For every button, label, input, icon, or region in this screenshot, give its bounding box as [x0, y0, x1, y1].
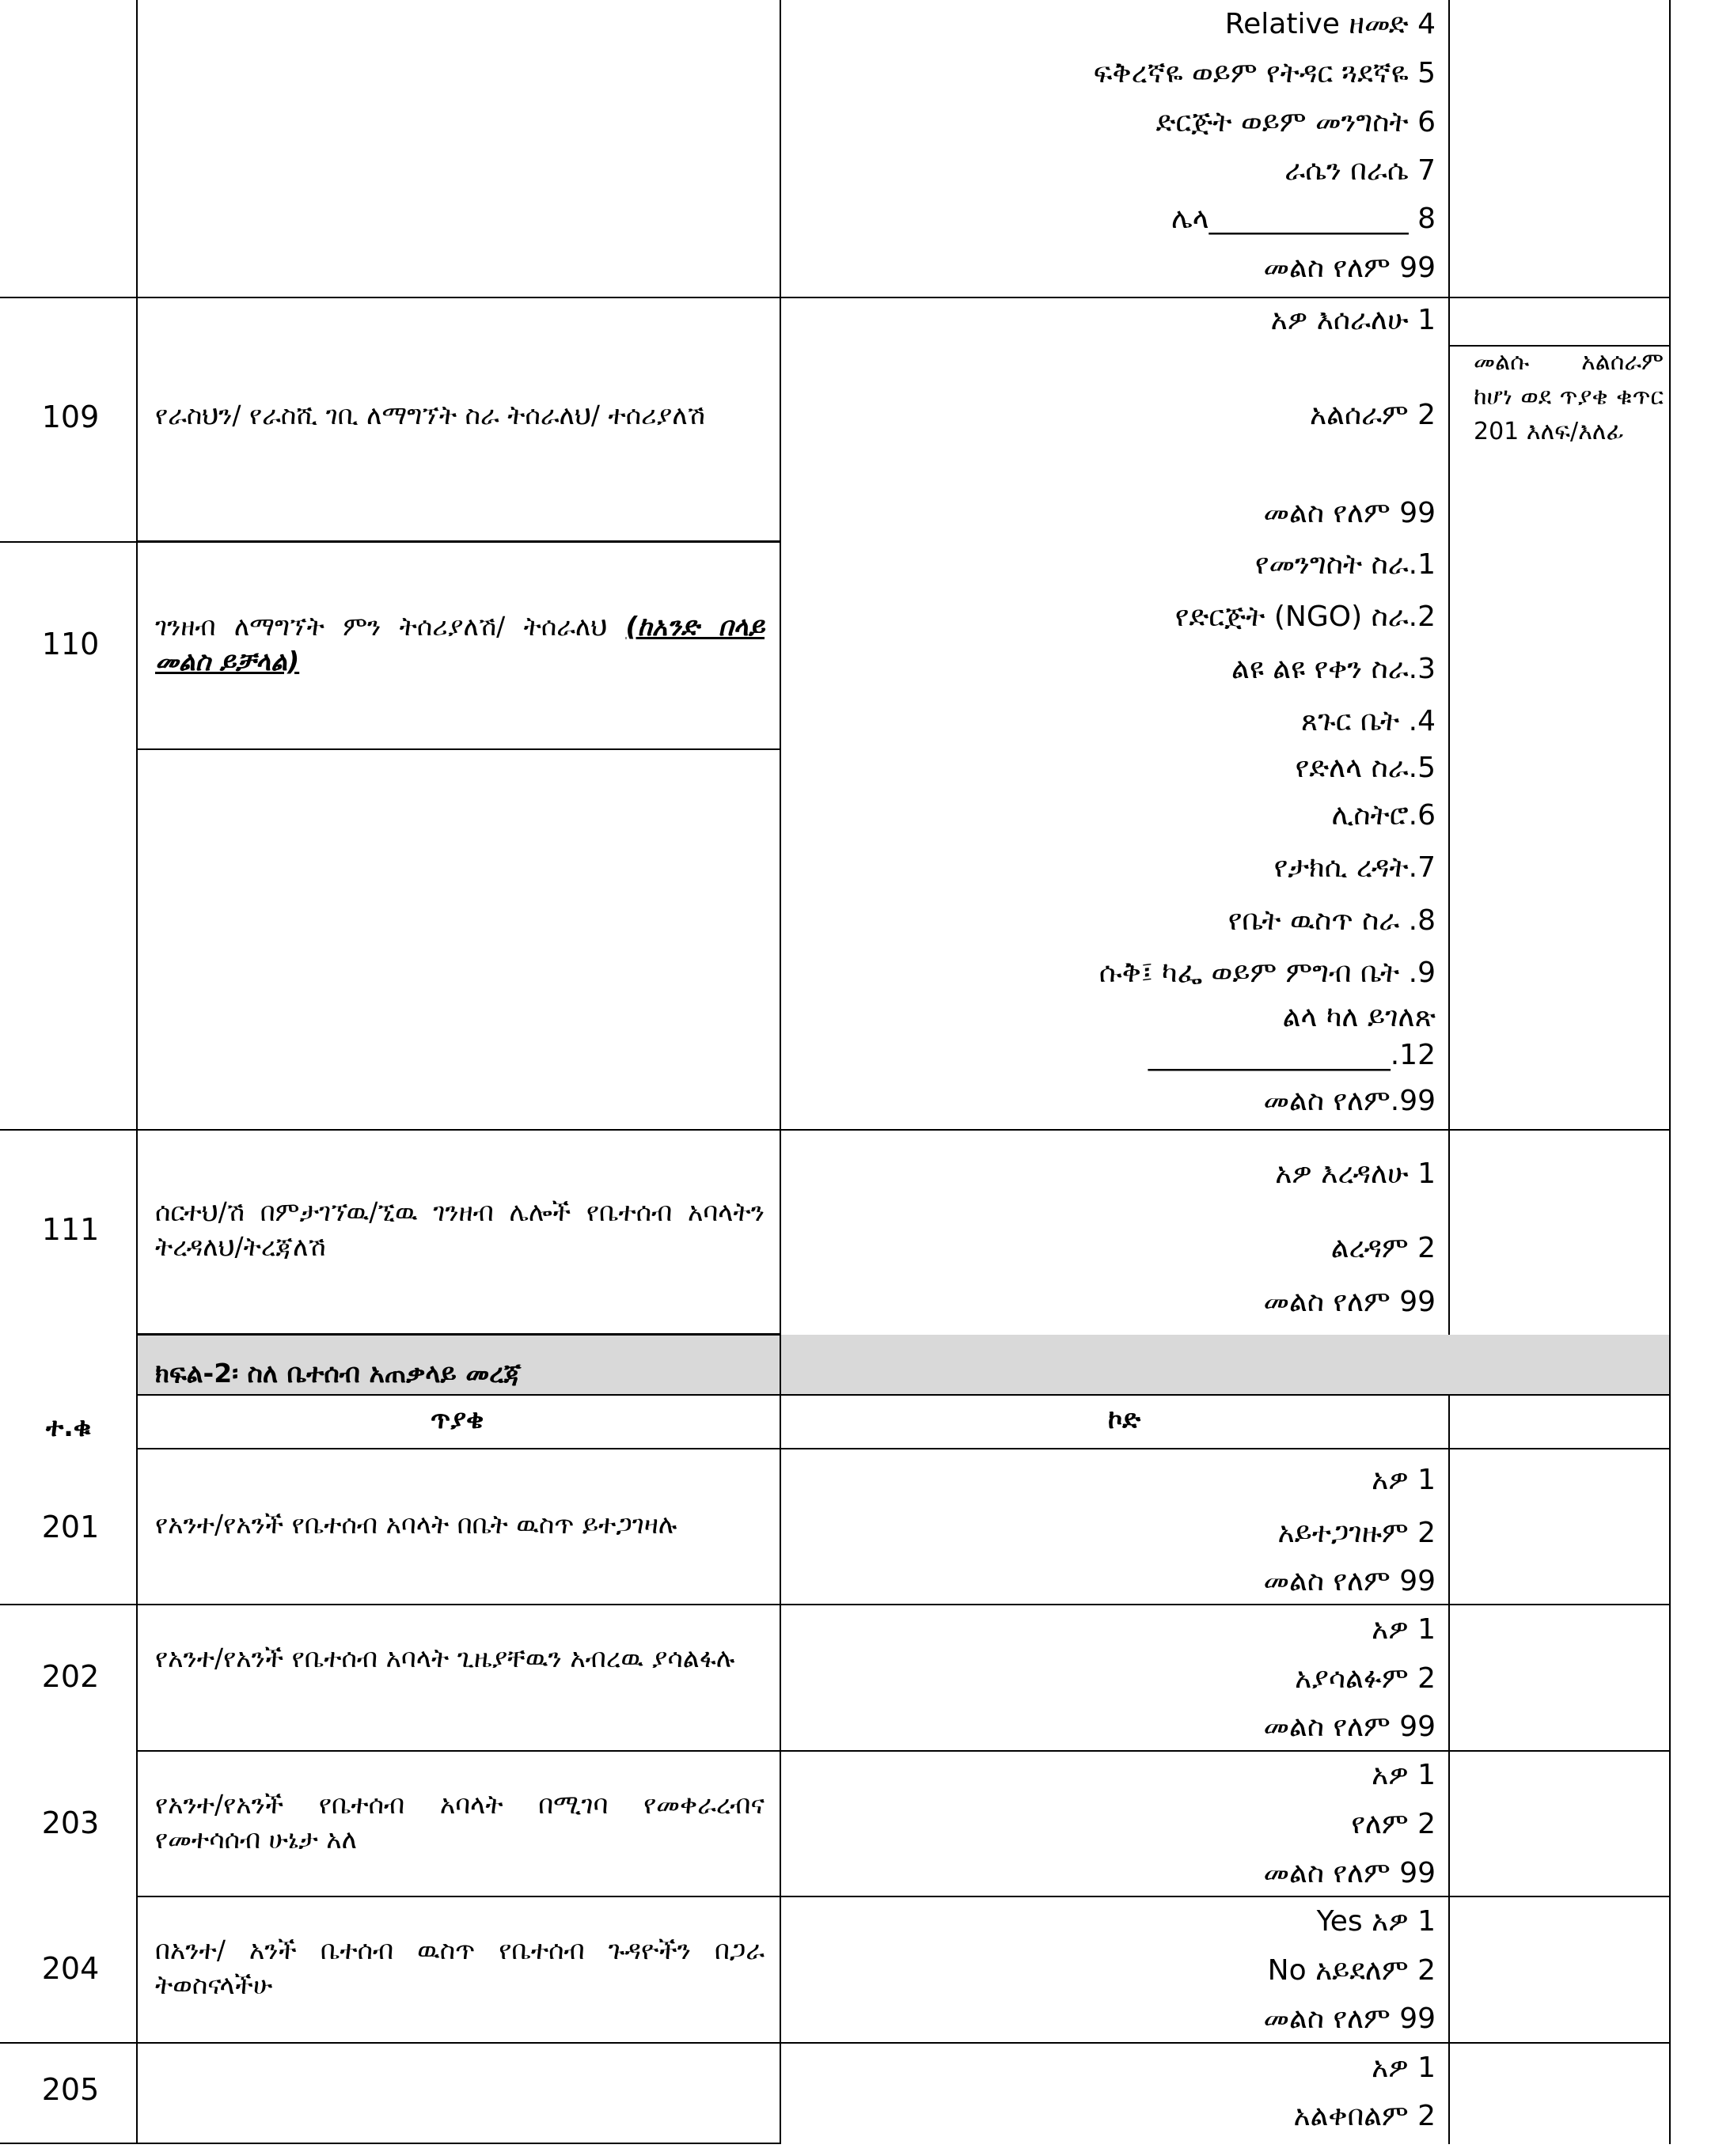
- option: አያሳልፉም 2: [1295, 1662, 1436, 1695]
- row-line: [138, 1394, 1671, 1396]
- row-line: [138, 1333, 780, 1336]
- row-line: [138, 540, 780, 543]
- question-text: የራስህን/ የራስሺ ገቢ ለማግኘት ስራ ትሰራለህ/ ተሰሪያለሽ: [155, 400, 705, 430]
- question-text: [155, 609, 765, 679]
- option: አዎ 1: [1372, 1464, 1436, 1496]
- option: መልስ የለም 99: [1263, 1286, 1436, 1318]
- question-text: የአንተ/የአንች የቤተሰብ አባላት ጊዜያቸዉን አብረዉ ያሳልፋሉ: [155, 1643, 735, 1673]
- option: Yes አዎ 1: [1316, 1905, 1436, 1938]
- option: ልላ ካለ ይገለጽ: [1282, 1001, 1436, 1033]
- option: መልስ የለም.99: [1263, 1085, 1436, 1117]
- question-main: ገንዘብ ለማግኘት ምን ትሰሪያለሽ/ ትሰራለህ: [155, 611, 608, 642]
- option: ልረዳም 2: [1330, 1232, 1436, 1264]
- option: Relative ዘመድ 4: [1224, 8, 1436, 40]
- option: አዎ እሰራለሁ 1: [1270, 304, 1436, 336]
- option: አልሰራም 2: [1310, 399, 1436, 431]
- col-line-question: [780, 0, 781, 2144]
- question-text: የአንተ/የአንች የቤተሰብ አባላት በሚገባ የመቀራረብና የመተሳሰብ ሁኔታ አለ: [155, 1789, 765, 1855]
- option: የቤት ዉስጥ ስራ .8: [1227, 904, 1436, 937]
- column-header-number: ተ.ቁ: [46, 1411, 92, 1442]
- row-line: [0, 2143, 780, 2144]
- question-text: የአንተ/የአንች የቤተሰብ አባላት በቤት ዉስጥ ይተጋገዛሉ: [155, 1509, 677, 1540]
- col-line-left: [136, 0, 138, 2144]
- option: የመንግስት ስራ.1: [1254, 548, 1436, 581]
- option: መልስ የለም 99: [1263, 252, 1436, 284]
- option: ድርጅት ወይም መንግስት 6: [1155, 106, 1436, 138]
- option: አልቀበልም 2: [1293, 2100, 1436, 2132]
- option: አዎ 1: [1372, 1759, 1436, 1791]
- row-line: [0, 1129, 1671, 1131]
- option: የለም 2: [1351, 1808, 1436, 1840]
- question-text: በአንተ/ አንች ቤተሰብ ዉስጥ የቤተሰብ ጉዳዮችን በጋራ ትወስናላችሁ: [155, 1934, 765, 2000]
- option: የታክሲ ረዳት.7: [1273, 851, 1436, 884]
- option: ሌላ______________ 8: [1171, 203, 1436, 235]
- option: አይተጋገዙም 2: [1277, 1517, 1436, 1549]
- option: አዎ 1: [1372, 2052, 1436, 2084]
- row-line: [0, 1604, 1671, 1605]
- question-emphasis: (ከአንድ በላይ መልስ ይቻላል): [155, 611, 765, 676]
- row-line: [0, 2042, 1671, 2044]
- col-line-code-lower: [1448, 1396, 1450, 2144]
- question-number: 110: [41, 627, 100, 661]
- question-number: 202: [41, 1659, 100, 1694]
- option: No አይደለም 2: [1267, 1954, 1436, 1987]
- option: ጸጉር ቤት .4: [1301, 705, 1436, 737]
- option: መልስ የለም 99: [1263, 1711, 1436, 1743]
- col-line-code: [1448, 0, 1450, 1335]
- row-line: [138, 1896, 1671, 1897]
- option: _________________.12: [1148, 1039, 1436, 1071]
- column-header-code: ኮድ: [1108, 1404, 1141, 1434]
- column-header-question: ጥያቄ: [431, 1404, 484, 1434]
- option: ልዩ ልዩ የቀን ስራ.3: [1231, 653, 1436, 685]
- question-number: 203: [41, 1806, 100, 1840]
- question-number: 205: [41, 2072, 100, 2107]
- question-number: 111: [41, 1212, 100, 1247]
- option: የድርጅት (NGO) ስራ.2: [1174, 601, 1436, 633]
- row-line: [138, 748, 780, 750]
- option: አዎ 1: [1372, 1613, 1436, 1646]
- row-line: [0, 297, 1671, 298]
- option: የድለላ ስራ.5: [1295, 752, 1436, 784]
- skip-instruction: መልሱ አልሰራም ከሆነ ወደ ጥያቄ ቁጥር 201 እለፍ/እለፊ: [1474, 348, 1664, 445]
- row-line: [138, 1750, 1671, 1752]
- option: መልስ የለም 99: [1263, 1857, 1436, 1889]
- section-title: ክፍል-2፡ ስለ ቤተሰብ አጠቃላይ መረጃ: [155, 1358, 522, 1389]
- option: መልስ የለም 99: [1263, 1565, 1436, 1597]
- col-line-right: [1669, 0, 1671, 2144]
- option: ሱቅ፤ ካፌ ወይም ምግብ ቤት .9: [1098, 957, 1436, 989]
- row-line: [0, 541, 138, 543]
- question-number: 109: [41, 400, 100, 434]
- option: ሊስትሮ.6: [1331, 799, 1436, 832]
- option: ፍቅረኛዬ ወይም የትዳር ጓደኛዬ 5: [1093, 57, 1436, 89]
- question-number: 201: [41, 1510, 100, 1544]
- option: መልስ የለም 99: [1263, 497, 1436, 529]
- row-line: [138, 1448, 1671, 1449]
- question-number: 204: [41, 1951, 100, 1986]
- question-text: ሰርተህ/ሽ በምታገኘዉ/ኚዉ ገንዘብ ሌሎች የቤተሰብ አባላትን ትረዳለህ/ትረጃለሽ: [155, 1196, 765, 1262]
- option: መልስ የለም 99: [1263, 2003, 1436, 2035]
- option: አዎ እረዳለሁ 1: [1275, 1158, 1436, 1190]
- option: ራሴን በራሴ 7: [1284, 154, 1436, 187]
